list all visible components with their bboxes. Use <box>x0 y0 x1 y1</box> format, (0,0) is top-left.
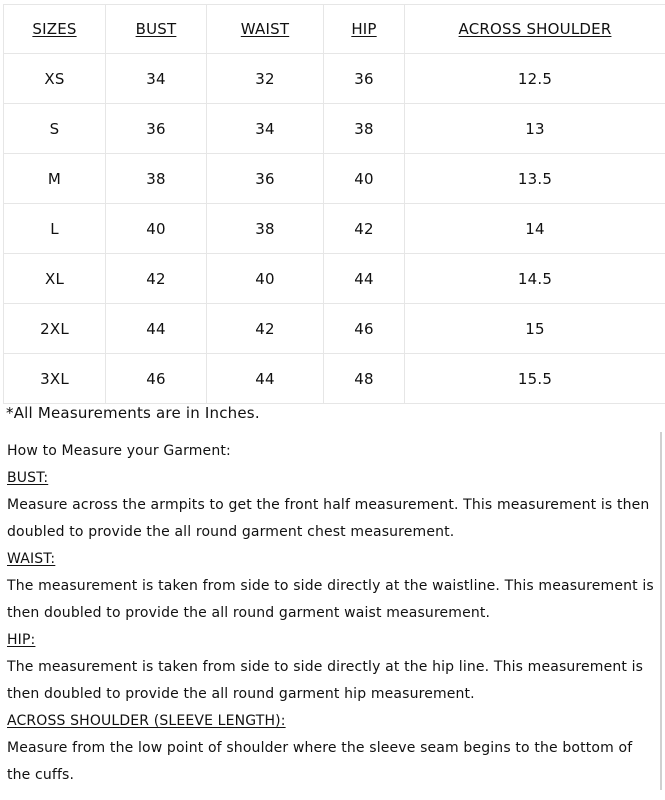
cell-size: 2XL <box>4 304 106 354</box>
header-waist: WAIST <box>207 5 324 54</box>
cell-waist: 44 <box>207 354 324 404</box>
cell-size: S <box>4 104 106 154</box>
table-row <box>4 354 665 404</box>
cell-waist: 40 <box>207 254 324 304</box>
cell-hip: 48 <box>324 354 405 404</box>
header-sizes: SIZES <box>4 5 106 54</box>
cell-across-shoulder: 13 <box>405 104 665 154</box>
vertical-divider <box>660 432 662 790</box>
cell-bust: 40 <box>106 204 207 254</box>
bust-heading: BUST: <box>7 470 49 486</box>
cell-bust: 44 <box>106 304 207 354</box>
cell-bust: 42 <box>106 254 207 304</box>
header-hip: HIP <box>324 5 405 54</box>
table-row <box>4 104 665 154</box>
cell-across-shoulder: 12.5 <box>405 54 665 104</box>
cell-across-shoulder: 14 <box>405 204 665 254</box>
cell-hip: 46 <box>324 304 405 354</box>
hip-description: The measurement is taken from side to side directly at the hip line. This measurement is then doubled to provide the all round garment hip measurement. <box>7 659 644 702</box>
cell-waist: 38 <box>207 204 324 254</box>
cell-waist: 32 <box>207 54 324 104</box>
table-row <box>4 254 665 304</box>
cell-hip: 36 <box>324 54 405 104</box>
measuring-guide <box>7 438 659 789</box>
measurement-unit-note: *All Measurements are in Inches. <box>6 404 260 422</box>
cell-waist: 36 <box>207 154 324 204</box>
table-row <box>4 204 665 254</box>
cell-size: XL <box>4 254 106 304</box>
cell-size: M <box>4 154 106 204</box>
hip-heading: HIP: <box>7 632 36 648</box>
cell-across-shoulder: 15 <box>405 304 665 354</box>
cell-bust: 36 <box>106 104 207 154</box>
cell-hip: 40 <box>324 154 405 204</box>
cell-bust: 38 <box>106 154 207 204</box>
cell-hip: 38 <box>324 104 405 154</box>
cell-size: 3XL <box>4 354 106 404</box>
cell-hip: 42 <box>324 204 405 254</box>
bust-description: Measure across the armpits to get the front half measurement. This measurement is then doubled to provide the all round garment chest measurement. <box>7 497 650 540</box>
header-across-shoulder: ACROSS SHOULDER <box>405 5 665 54</box>
cell-waist: 34 <box>207 104 324 154</box>
cell-across-shoulder: 14.5 <box>405 254 665 304</box>
across-shoulder-description: Measure from the low point of shoulder where the sleeve seam begins to the bottom of the cuffs. <box>7 740 633 783</box>
header-bust: BUST <box>106 5 207 54</box>
table-row <box>4 54 665 104</box>
guide-title: How to Measure your Garment: <box>7 443 231 459</box>
waist-heading: WAIST: <box>7 551 56 567</box>
cell-size: L <box>4 204 106 254</box>
cell-bust: 34 <box>106 54 207 104</box>
cell-across-shoulder: 13.5 <box>405 154 665 204</box>
table-row <box>4 154 665 204</box>
cell-waist: 42 <box>207 304 324 354</box>
cell-bust: 46 <box>106 354 207 404</box>
size-chart-table <box>3 4 665 404</box>
table-row <box>4 304 665 354</box>
waist-description: The measurement is taken from side to side directly at the waistline. This measurement is then doubled to provide the all round garment waist measurement. <box>7 578 654 621</box>
cell-across-shoulder: 15.5 <box>405 354 665 404</box>
cell-size: XS <box>4 54 106 104</box>
cell-hip: 44 <box>324 254 405 304</box>
across-shoulder-heading: ACROSS SHOULDER (SLEEVE LENGTH): <box>7 713 286 729</box>
table-header-row <box>4 5 665 54</box>
